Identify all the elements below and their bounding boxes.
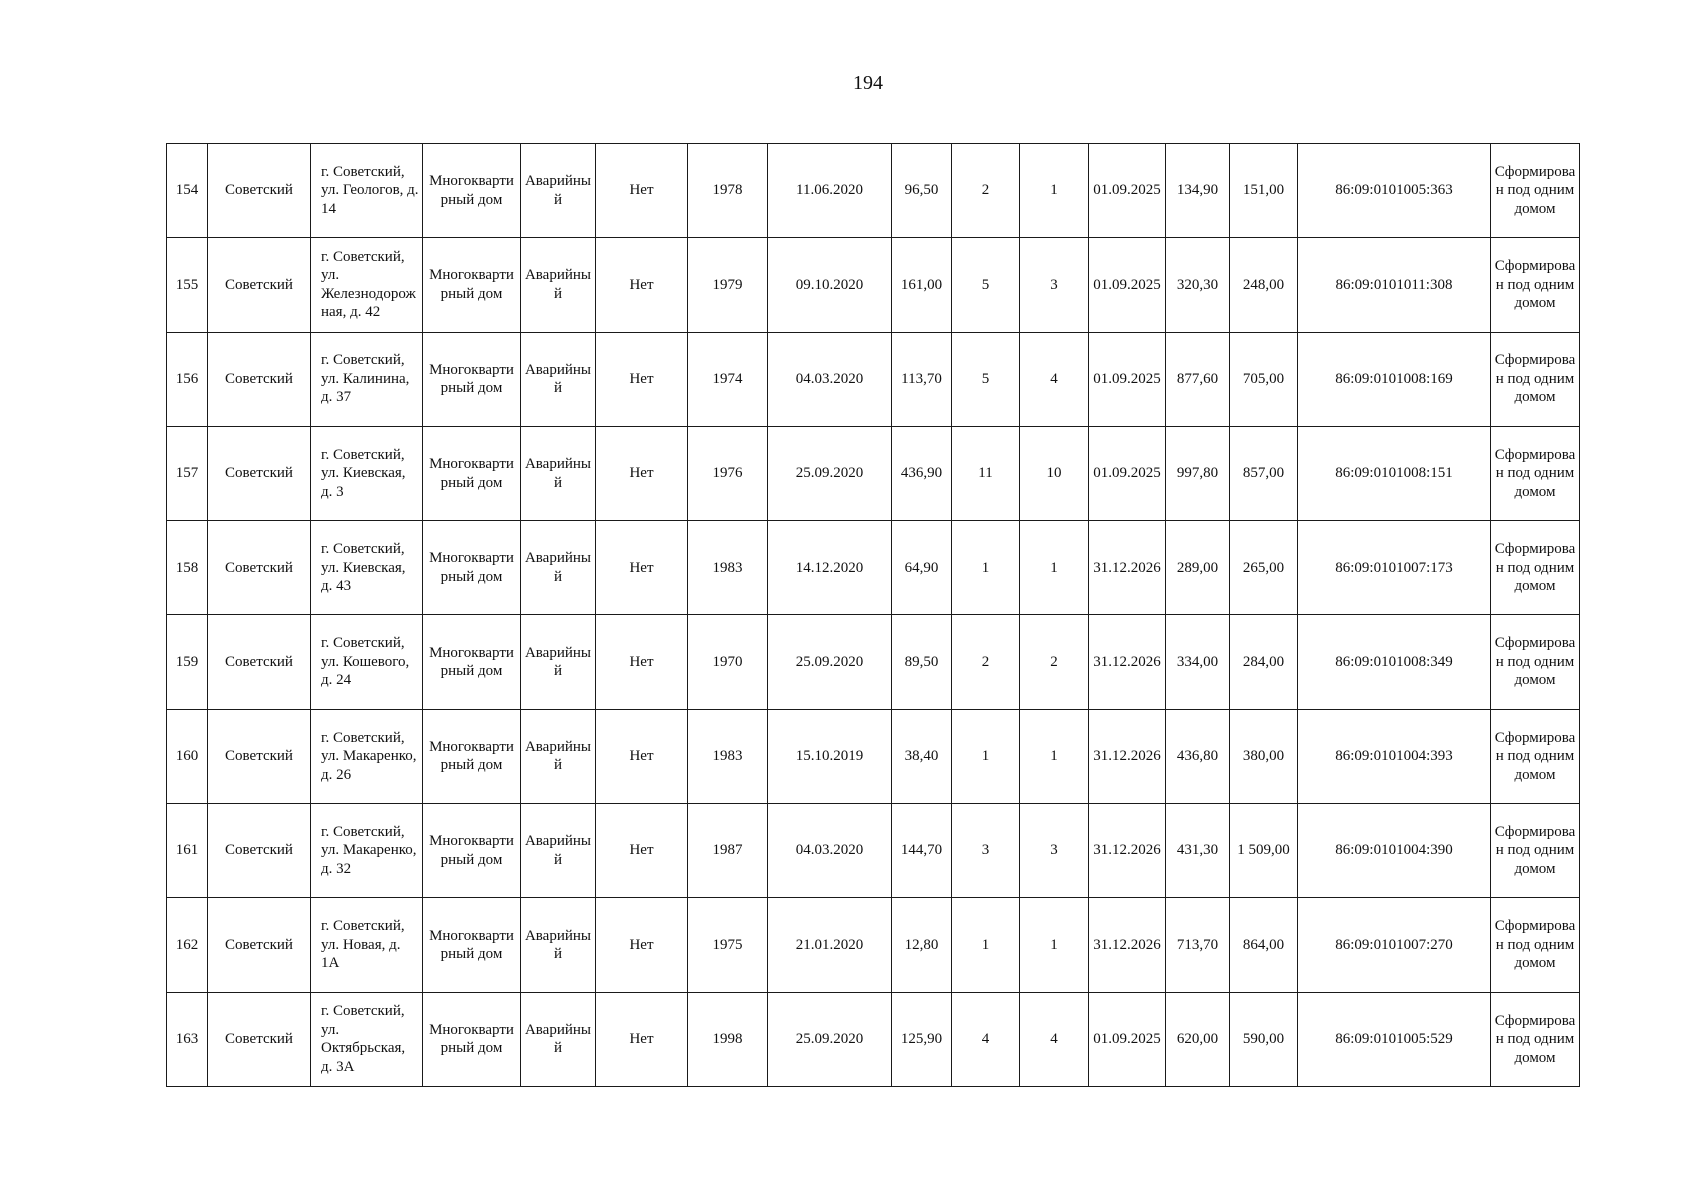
table-body [167, 144, 1580, 1087]
cell-note: Сформирован под одним домом [1491, 992, 1580, 1086]
cell-date: 14.12.2020 [768, 521, 892, 615]
cell-row-number: 162 [167, 898, 208, 992]
cell-building-type: Многоквартирный дом [423, 615, 521, 709]
cell-count-2: 4 [1020, 332, 1089, 426]
cell-row-number: 157 [167, 426, 208, 520]
cell-date: 11.06.2020 [768, 144, 892, 238]
cell-count-1: 1 [952, 709, 1020, 803]
cell-area-2: 289,00 [1166, 521, 1230, 615]
cell-area-3: 380,00 [1230, 709, 1298, 803]
cell-row-number: 158 [167, 521, 208, 615]
cell-area: 144,70 [892, 804, 952, 898]
cell-deadline: 31.12.2026 [1089, 615, 1166, 709]
cell-deadline: 31.12.2026 [1089, 804, 1166, 898]
cell-cadastral-number: 86:09:0101004:390 [1298, 804, 1491, 898]
cell-note: Сформирован под одним домом [1491, 709, 1580, 803]
table-row [167, 332, 1580, 426]
cell-flag: Нет [596, 144, 688, 238]
cell-flag: Нет [596, 332, 688, 426]
cell-cadastral-number: 86:09:0101004:393 [1298, 709, 1491, 803]
cell-area-2: 713,70 [1166, 898, 1230, 992]
table-row [167, 521, 1580, 615]
cell-district: Советский [208, 332, 311, 426]
cell-status: Аварийный [521, 804, 596, 898]
cell-area-2: 334,00 [1166, 615, 1230, 709]
cell-area-3: 151,00 [1230, 144, 1298, 238]
cell-address: г. Советский, ул. Макаренко, д. 32 [311, 804, 423, 898]
cell-count-2: 1 [1020, 898, 1089, 992]
cell-area: 96,50 [892, 144, 952, 238]
cell-year: 1983 [688, 521, 768, 615]
cell-area-2: 436,80 [1166, 709, 1230, 803]
cell-count-1: 5 [952, 238, 1020, 332]
cell-district: Советский [208, 144, 311, 238]
housing-registry-table [166, 143, 1580, 1087]
cell-address: г. Советский, ул. Макаренко, д. 26 [311, 709, 423, 803]
cell-date: 25.09.2020 [768, 615, 892, 709]
cell-cadastral-number: 86:09:0101007:173 [1298, 521, 1491, 615]
cell-status: Аварийный [521, 615, 596, 709]
cell-district: Советский [208, 238, 311, 332]
cell-deadline: 01.09.2025 [1089, 992, 1166, 1086]
cell-year: 1987 [688, 804, 768, 898]
cell-date: 25.09.2020 [768, 426, 892, 520]
cell-date: 04.03.2020 [768, 804, 892, 898]
cell-district: Советский [208, 521, 311, 615]
cell-date: 15.10.2019 [768, 709, 892, 803]
cell-year: 1976 [688, 426, 768, 520]
cell-year: 1978 [688, 144, 768, 238]
page-number: 194 [853, 72, 883, 94]
cell-row-number: 163 [167, 992, 208, 1086]
cell-area: 161,00 [892, 238, 952, 332]
cell-area-2: 431,30 [1166, 804, 1230, 898]
cell-area-3: 864,00 [1230, 898, 1298, 992]
cell-address: г. Советский, ул. Калинина, д. 37 [311, 332, 423, 426]
cell-building-type: Многоквартирный дом [423, 332, 521, 426]
cell-area: 113,70 [892, 332, 952, 426]
cell-area-3: 590,00 [1230, 992, 1298, 1086]
cell-building-type: Многоквартирный дом [423, 804, 521, 898]
cell-count-1: 1 [952, 898, 1020, 992]
cell-area: 436,90 [892, 426, 952, 520]
table-row [167, 238, 1580, 332]
cell-district: Советский [208, 709, 311, 803]
cell-building-type: Многоквартирный дом [423, 426, 521, 520]
cell-year: 1983 [688, 709, 768, 803]
cell-building-type: Многоквартирный дом [423, 992, 521, 1086]
cell-area-2: 320,30 [1166, 238, 1230, 332]
cell-cadastral-number: 86:09:0101005:363 [1298, 144, 1491, 238]
cell-deadline: 01.09.2025 [1089, 426, 1166, 520]
cell-count-2: 4 [1020, 992, 1089, 1086]
cell-flag: Нет [596, 804, 688, 898]
cell-note: Сформирован под одним домом [1491, 332, 1580, 426]
table-row [167, 992, 1580, 1086]
cell-row-number: 159 [167, 615, 208, 709]
table-row [167, 709, 1580, 803]
cell-cadastral-number: 86:09:0101008:349 [1298, 615, 1491, 709]
cell-cadastral-number: 86:09:0101005:529 [1298, 992, 1491, 1086]
cell-date: 04.03.2020 [768, 332, 892, 426]
cell-address: г. Советский, ул. Киевская, д. 3 [311, 426, 423, 520]
cell-count-2: 2 [1020, 615, 1089, 709]
cell-flag: Нет [596, 426, 688, 520]
cell-count-2: 1 [1020, 144, 1089, 238]
cell-area: 38,40 [892, 709, 952, 803]
cell-cadastral-number: 86:09:0101008:169 [1298, 332, 1491, 426]
cell-address: г. Советский, ул. Геологов, д. 14 [311, 144, 423, 238]
cell-flag: Нет [596, 521, 688, 615]
cell-count-2: 1 [1020, 709, 1089, 803]
cell-area: 64,90 [892, 521, 952, 615]
cell-area: 89,50 [892, 615, 952, 709]
table-row [167, 804, 1580, 898]
cell-note: Сформирован под одним домом [1491, 238, 1580, 332]
cell-address: г. Советский, ул. Октябрьская, д. 3А [311, 992, 423, 1086]
cell-building-type: Многоквартирный дом [423, 238, 521, 332]
cell-count-1: 4 [952, 992, 1020, 1086]
cell-status: Аварийный [521, 709, 596, 803]
cell-area: 12,80 [892, 898, 952, 992]
cell-status: Аварийный [521, 332, 596, 426]
cell-district: Советский [208, 898, 311, 992]
cell-row-number: 160 [167, 709, 208, 803]
cell-address: г. Советский, ул. Железнодорожная, д. 42 [311, 238, 423, 332]
cell-note: Сформирован под одним домом [1491, 426, 1580, 520]
cell-row-number: 161 [167, 804, 208, 898]
cell-count-1: 11 [952, 426, 1020, 520]
cell-status: Аварийный [521, 898, 596, 992]
cell-status: Аварийный [521, 521, 596, 615]
cell-address: г. Советский, ул. Новая, д. 1А [311, 898, 423, 992]
cell-count-2: 1 [1020, 521, 1089, 615]
cell-area-3: 1 509,00 [1230, 804, 1298, 898]
cell-note: Сформирован под одним домом [1491, 144, 1580, 238]
cell-deadline: 31.12.2026 [1089, 521, 1166, 615]
cell-year: 1970 [688, 615, 768, 709]
cell-address: г. Советский, ул. Кошевого, д. 24 [311, 615, 423, 709]
cell-cadastral-number: 86:09:0101007:270 [1298, 898, 1491, 992]
cell-status: Аварийный [521, 144, 596, 238]
cell-note: Сформирован под одним домом [1491, 521, 1580, 615]
cell-district: Советский [208, 992, 311, 1086]
cell-status: Аварийный [521, 238, 596, 332]
cell-flag: Нет [596, 898, 688, 992]
cell-note: Сформирован под одним домом [1491, 898, 1580, 992]
cell-area-2: 997,80 [1166, 426, 1230, 520]
cell-count-2: 3 [1020, 238, 1089, 332]
cell-flag: Нет [596, 238, 688, 332]
cell-area-3: 265,00 [1230, 521, 1298, 615]
cell-count-1: 2 [952, 144, 1020, 238]
cell-deadline: 31.12.2026 [1089, 709, 1166, 803]
cell-flag: Нет [596, 709, 688, 803]
cell-date: 25.09.2020 [768, 992, 892, 1086]
cell-area-3: 705,00 [1230, 332, 1298, 426]
cell-area-3: 857,00 [1230, 426, 1298, 520]
cell-row-number: 154 [167, 144, 208, 238]
cell-deadline: 31.12.2026 [1089, 898, 1166, 992]
cell-year: 1998 [688, 992, 768, 1086]
cell-count-1: 1 [952, 521, 1020, 615]
cell-row-number: 155 [167, 238, 208, 332]
cell-status: Аварийный [521, 426, 596, 520]
cell-area: 125,90 [892, 992, 952, 1086]
table-row [167, 426, 1580, 520]
cell-area-2: 877,60 [1166, 332, 1230, 426]
cell-flag: Нет [596, 615, 688, 709]
cell-date: 09.10.2020 [768, 238, 892, 332]
cell-row-number: 156 [167, 332, 208, 426]
cell-deadline: 01.09.2025 [1089, 332, 1166, 426]
cell-status: Аварийный [521, 992, 596, 1086]
cell-district: Советский [208, 804, 311, 898]
cell-count-1: 5 [952, 332, 1020, 426]
table-row [167, 898, 1580, 992]
cell-count-2: 3 [1020, 804, 1089, 898]
cell-building-type: Многоквартирный дом [423, 144, 521, 238]
cell-note: Сформирован под одним домом [1491, 804, 1580, 898]
cell-building-type: Многоквартирный дом [423, 521, 521, 615]
cell-cadastral-number: 86:09:0101011:308 [1298, 238, 1491, 332]
cell-year: 1979 [688, 238, 768, 332]
cell-date: 21.01.2020 [768, 898, 892, 992]
cell-building-type: Многоквартирный дом [423, 898, 521, 992]
cell-note: Сформирован под одним домом [1491, 615, 1580, 709]
cell-year: 1975 [688, 898, 768, 992]
cell-area-2: 134,90 [1166, 144, 1230, 238]
cell-area-3: 248,00 [1230, 238, 1298, 332]
table-row [167, 615, 1580, 709]
cell-deadline: 01.09.2025 [1089, 144, 1166, 238]
cell-count-1: 3 [952, 804, 1020, 898]
cell-building-type: Многоквартирный дом [423, 709, 521, 803]
cell-count-2: 10 [1020, 426, 1089, 520]
cell-area-3: 284,00 [1230, 615, 1298, 709]
cell-area-2: 620,00 [1166, 992, 1230, 1086]
cell-district: Советский [208, 615, 311, 709]
cell-year: 1974 [688, 332, 768, 426]
cell-address: г. Советский, ул. Киевская, д. 43 [311, 521, 423, 615]
cell-district: Советский [208, 426, 311, 520]
cell-deadline: 01.09.2025 [1089, 238, 1166, 332]
cell-flag: Нет [596, 992, 688, 1086]
cell-count-1: 2 [952, 615, 1020, 709]
cell-cadastral-number: 86:09:0101008:151 [1298, 426, 1491, 520]
table-row [167, 144, 1580, 238]
